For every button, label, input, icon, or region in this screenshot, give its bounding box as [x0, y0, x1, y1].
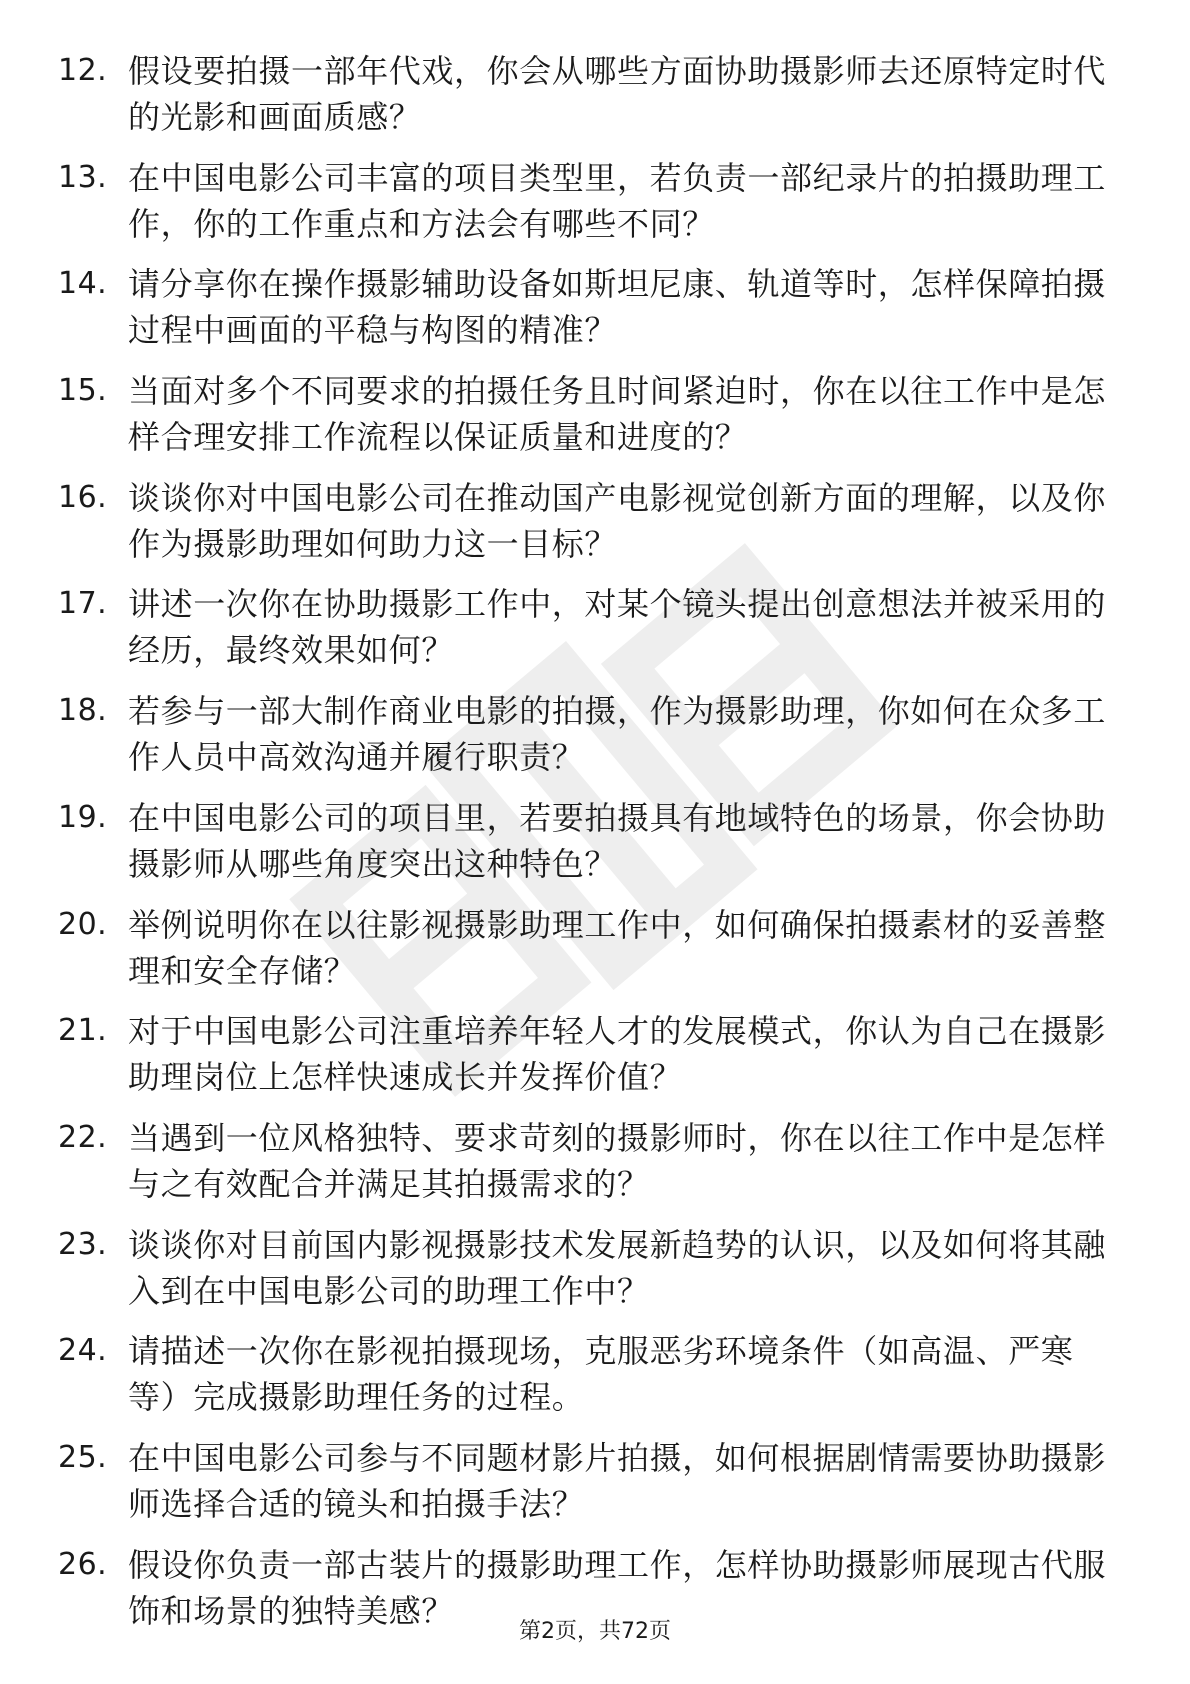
question-number: 24.: [58, 1333, 108, 1369]
question-number: 12.: [58, 53, 108, 88]
list-item: [58, 155, 1138, 262]
question-number: 15.: [58, 373, 108, 409]
question-number: 25.: [58, 1439, 108, 1475]
question-text: 谈谈你对中国电影公司在推动国产电影视觉创新方面的理解，以及你作为摄影助理如何助力这一目标？: [128, 478, 1107, 563]
question-number: 13.: [58, 159, 108, 195]
question-text: 若参与一部大制作商业电影的拍摄，作为摄影助理，你如何在众多工作人员中高效沟通并履行职责？: [128, 692, 1107, 777]
list-item: [58, 261, 1138, 368]
list-item: [58, 48, 1138, 155]
question-text: 请描述一次你在影视拍摄现场，克服恶劣环境条件（如高温、严寒等）完成摄影助理任务的过程。: [128, 1332, 1074, 1417]
page-footer: [0, 1614, 1190, 1645]
list-item: [58, 475, 1138, 582]
question-number: 16.: [58, 479, 108, 515]
question-text: 在中国电影公司的项目里，若要拍摄具有地域特色的场景，你会协助摄影师从哪些角度突出这种特色？: [128, 798, 1107, 883]
list-item: [58, 581, 1138, 688]
question-text: 请分享你在操作摄影辅助设备如斯坦尼康、轨道等时，怎样保障拍摄过程中画面的平稳与构图的精准？: [128, 265, 1107, 350]
list-item: [58, 1435, 1138, 1542]
list-item: [58, 795, 1138, 902]
list-item: [58, 368, 1138, 475]
question-number: 19.: [58, 799, 108, 835]
question-number: 18.: [58, 693, 108, 729]
question-number: 23.: [58, 1226, 108, 1262]
list-item: [58, 1115, 1138, 1222]
question-text: 在中国电影公司参与不同题材影片拍摄，如何根据剧情需要协助摄影师选择合适的镜头和拍摄手法？: [128, 1438, 1107, 1523]
list-item: [58, 1222, 1138, 1329]
list-item: [58, 1008, 1138, 1115]
question-text: 当面对多个不同要求的拍摄任务且时间紧迫时，你在以往工作中是怎样合理安排工作流程以保证质量和进度的？: [128, 372, 1107, 457]
question-number: 14.: [58, 266, 108, 302]
question-text: 讲述一次你在协助摄影工作中，对某个镜头提出创意想法并被采用的经历，最终效果如何？: [128, 585, 1107, 670]
list-item: [58, 688, 1138, 795]
question-number: 26.: [58, 1546, 108, 1582]
question-text: 假设要拍摄一部年代戏，你会从哪些方面协助摄影师去还原特定时代的光影和画面质感？: [128, 52, 1107, 136]
question-text: 当遇到一位风格独特、要求苛刻的摄影师时，你在以往工作中是怎样与之有效配合并满足其拍摄需求的？: [128, 1118, 1107, 1203]
question-text: 对于中国电影公司注重培养年轻人才的发展模式，你认为自己在摄影助理岗位上怎样快速成长并发挥价值？: [128, 1012, 1107, 1097]
question-text: 在中国电影公司丰富的项目类型里，若负责一部纪录片的拍摄助理工作，你的工作重点和方法会有哪些不同？: [128, 158, 1107, 243]
page-number-label: 第2页，共72页: [519, 1619, 671, 1644]
question-number: 22.: [58, 1119, 108, 1155]
question-number: 17.: [58, 586, 108, 622]
question-text: 举例说明你在以往影视摄影助理工作中，如何确保拍摄素材的妥善整理和安全存储？: [128, 905, 1107, 990]
list-item: [58, 902, 1138, 1009]
question-number: 21.: [58, 1013, 108, 1049]
question-list: [58, 48, 1138, 1648]
list-item: [58, 1328, 1138, 1435]
question-number: 20.: [58, 906, 108, 942]
question-text: 假设你负责一部古装片的摄影助理工作，怎样协助摄影师展现古代服饰和场景的独特美感？: [128, 1545, 1107, 1630]
question-text: 谈谈你对目前国内影视摄影技术发展新趋势的认识，以及如何将其融入到在中国电影公司的助理工作中？: [128, 1225, 1107, 1310]
